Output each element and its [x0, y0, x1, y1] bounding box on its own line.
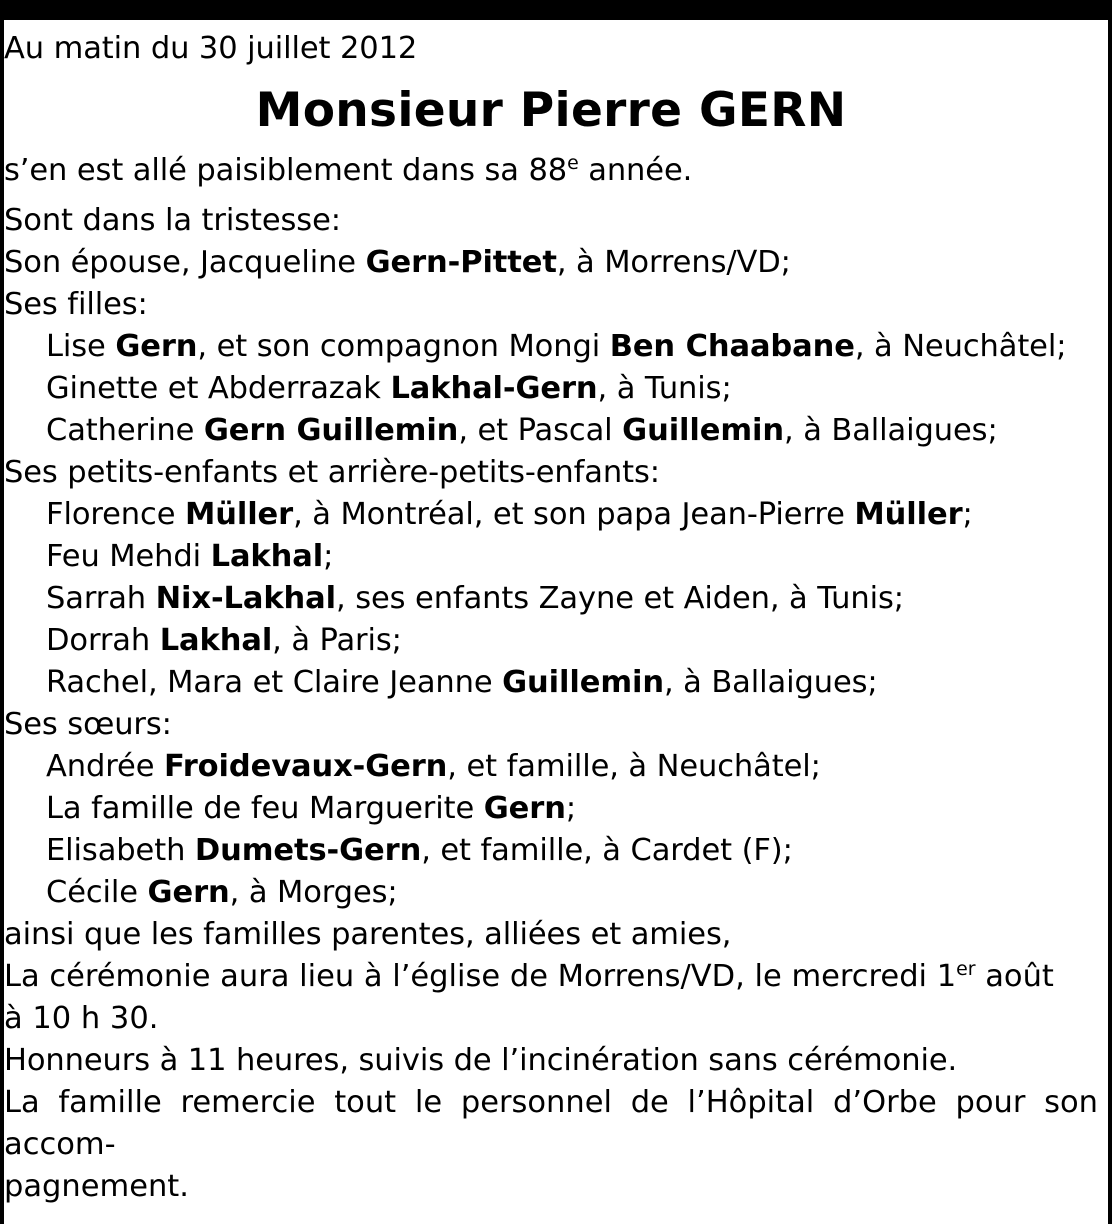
list-item: [4, 872, 1098, 914]
item-mid: , ses enfants Zayne et Aiden, à Tunis;: [336, 581, 904, 616]
ceremony-ordinal-suffix: er: [956, 957, 976, 980]
item-mid: , à Montréal, et son papa Jean-Pierre: [293, 497, 855, 532]
list-item: [4, 368, 1098, 410]
item-mid: , et Pascal: [458, 413, 623, 448]
item-post: , et famille, à Cardet (F);: [421, 833, 793, 868]
mourning-header: Sont dans la tristesse:: [4, 203, 341, 238]
item-pre: Sarrah: [46, 581, 156, 616]
item-post: , à Neuchâtel;: [854, 329, 1067, 364]
item-pre: Elisabeth: [46, 833, 195, 868]
item-post: ;: [565, 791, 577, 826]
item-pre: Lise: [46, 329, 116, 364]
item-pre: Florence: [46, 497, 185, 532]
item-pre: Ginette et Abderrazak: [46, 371, 391, 406]
item-mid: , et son compagnon Mongi: [197, 329, 610, 364]
item-post: , à Ballaigues;: [784, 413, 998, 448]
item-surname-1: Nix-Lakhal: [155, 581, 336, 616]
list-item: [4, 536, 1098, 578]
daughters-header: Ses filles:: [4, 287, 148, 322]
item-post: , à Ballaigues;: [663, 665, 878, 700]
item-post: , à Morges;: [229, 875, 398, 910]
item-surname-1: Müller: [184, 497, 294, 532]
thanks-line-1: La famille remercie tout le personnel de l’Hôpital d’Orbe pour son accom-: [4, 1085, 1098, 1162]
item-surname-1: Gern: [483, 791, 566, 826]
page-title: Monsieur Pierre GERN: [255, 83, 847, 138]
item-surname-1: Lakhal: [159, 623, 273, 658]
intro-line: Au matin du 30 juillet 2012: [4, 31, 418, 66]
item-surname-1: Lakhal: [210, 539, 324, 574]
sisters-header: Ses sœurs:: [4, 707, 172, 742]
age-line-pre: s’en est allé paisiblement dans sa 88: [4, 153, 568, 188]
age-line: [4, 150, 1098, 192]
item-pre: La famille de feu Marguerite: [46, 791, 484, 826]
list-item: [4, 578, 1098, 620]
top-border-rule: [0, 0, 1112, 20]
item-surname-2: Müller: [854, 497, 963, 532]
grandchildren-header: Ses petits-enfants et arrière-petits-enfants:: [4, 455, 660, 490]
spouse-post: , à Morrens/VD;: [556, 245, 791, 280]
ceremony-line-2: à 10 h 30.: [4, 1001, 159, 1036]
ceremony-paragraph: [4, 956, 1098, 1040]
list-item: [4, 410, 1098, 452]
spacer: [4, 192, 1098, 200]
honours-line: Honneurs à 11 heures, suivis de l’incinération sans cérémonie.: [4, 1043, 958, 1078]
list-item: [4, 620, 1098, 662]
spouse-surname: Gern-Pittet: [365, 245, 557, 280]
ceremony-post: août: [975, 959, 1054, 994]
item-surname-1: Gern: [147, 875, 230, 910]
item-surname-2: Ben Chaabane: [609, 329, 855, 364]
item-surname-1: Dumets-Gern: [194, 833, 422, 868]
item-surname-1: Guillemin: [502, 665, 664, 700]
item-surname-1: Gern: [115, 329, 198, 364]
item-post: ;: [962, 497, 973, 532]
list-item: [4, 830, 1098, 872]
list-item: [4, 662, 1098, 704]
item-surname-1: Gern Guillemin: [203, 413, 459, 448]
age-line-post: année.: [578, 153, 693, 188]
thanks-paragraph: [4, 1082, 1098, 1208]
item-post: , à Tunis;: [597, 371, 732, 406]
item-post: , et famille, à Neuchâtel;: [447, 749, 821, 784]
item-pre: Andrée: [46, 749, 164, 784]
ceremony-line-1: [4, 956, 1098, 998]
item-surname-1: Lakhal-Gern: [390, 371, 598, 406]
right-border-rule: [1108, 20, 1112, 1224]
item-post: ;: [323, 539, 334, 574]
thanks-line-2: pagnement.: [4, 1169, 189, 1204]
item-surname-2: Guillemin: [622, 413, 785, 448]
item-pre: Cécile: [46, 875, 148, 910]
item-pre: Feu Mehdi: [46, 539, 211, 574]
list-item: [4, 494, 1098, 536]
item-pre: Rachel, Mara et Claire Jeanne: [46, 665, 503, 700]
list-item: [4, 746, 1098, 788]
item-pre: Dorrah: [46, 623, 160, 658]
age-ordinal-suffix: e: [567, 151, 579, 174]
item-surname-1: Froidevaux-Gern: [163, 749, 448, 784]
families-line: ainsi que les familles parentes, alliées et amies,: [4, 917, 732, 952]
ceremony-pre: La cérémonie aura lieu à l’église de Morrens/VD, le mercredi 1: [4, 959, 957, 994]
list-item: [4, 788, 1098, 830]
item-post: , à Paris;: [272, 623, 402, 658]
notice-body: [4, 20, 1108, 1208]
list-item: [4, 326, 1098, 368]
item-pre: Catherine: [46, 413, 204, 448]
spouse-line: [4, 242, 1098, 284]
spouse-pre: Son épouse, Jacqueline: [4, 245, 366, 280]
